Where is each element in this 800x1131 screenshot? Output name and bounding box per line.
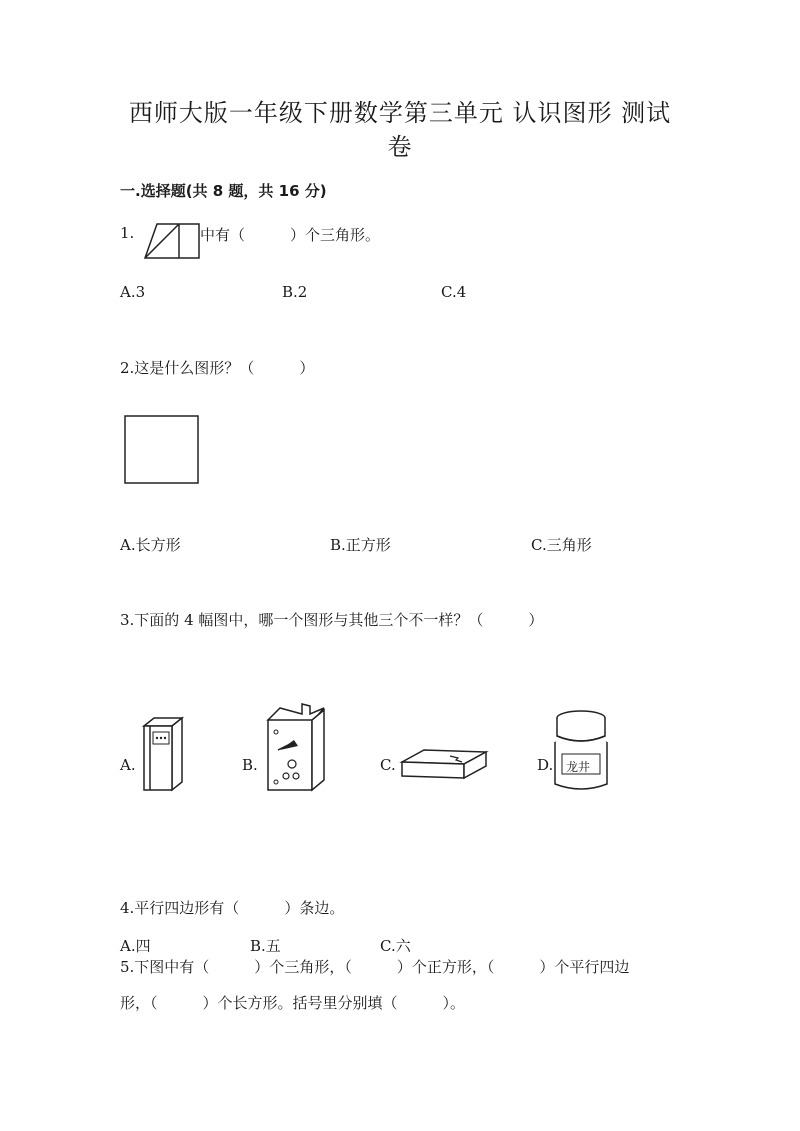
q5-text-line1: 5.下图中有（ ）个三角形，（ ）个正方形，（ ）个平行四边 xyxy=(120,958,630,976)
q5-text-line2: 形，（ ）个长方形。括号里分别填（ ）。 xyxy=(120,994,466,1012)
q2-option-a[interactable]: A.长方形 xyxy=(120,536,181,554)
q3-option-a[interactable]: A. xyxy=(120,756,136,774)
page-title-line2: 卷 xyxy=(387,133,413,161)
q3-option-b[interactable]: B. xyxy=(242,756,258,774)
q1-option-a[interactable]: A.3 xyxy=(120,283,146,301)
q3-jar-icon xyxy=(552,708,610,794)
q4-option-c[interactable]: C.六 xyxy=(380,937,411,955)
q3-box-icon xyxy=(264,702,328,794)
q3-jar-label: 龙井 xyxy=(566,760,591,774)
page-title xyxy=(100,96,700,164)
q3-option-c[interactable]: C. xyxy=(380,756,396,774)
q4-option-b[interactable]: B.五 xyxy=(250,937,281,955)
q3-flat-box-icon xyxy=(398,738,490,784)
q4-option-a[interactable]: A.四 xyxy=(120,937,151,955)
q3-option-d[interactable]: D. xyxy=(537,756,554,774)
q3-text: 3.下面的 4 幅图中，哪一个图形与其他三个不一样？（ ） xyxy=(120,611,544,629)
q2-square-figure-icon xyxy=(123,414,201,486)
q4-text: 4.平行四边形有（ ）条边。 xyxy=(120,899,345,917)
q1-text: 中有（ ）个三角形。 xyxy=(200,226,381,244)
q2-text: 2.这是什么图形？（ ） xyxy=(120,359,315,377)
q2-option-c[interactable]: C.三角形 xyxy=(531,536,592,554)
q1-option-b[interactable]: B.2 xyxy=(282,283,308,301)
page-title-line1: 西师大版一年级下册数学第三单元 认识图形 测试 xyxy=(128,99,672,127)
q1-number: 1. xyxy=(120,224,135,242)
section-heading: 一.选择题(共 8 题，共 16 分) xyxy=(120,182,327,200)
q2-option-b[interactable]: B.正方形 xyxy=(330,536,391,554)
q3-book-icon xyxy=(140,714,188,794)
q1-option-c[interactable]: C.4 xyxy=(441,283,467,301)
q1-triangle-figure-icon xyxy=(143,222,201,260)
